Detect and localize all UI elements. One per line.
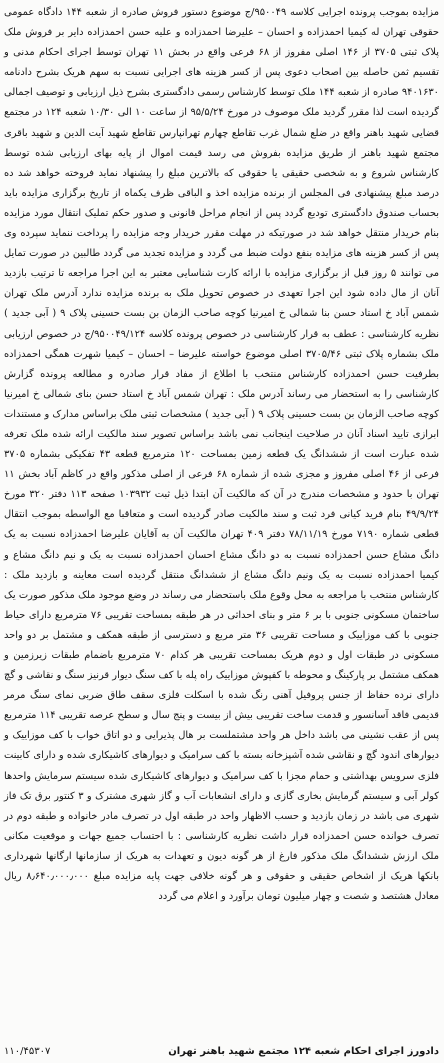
notice-code: ۱۱۰/۴۵۳۰۷ <box>4 1045 51 1057</box>
notice-body-paragraph: مزایده بموجب پرونده اجرایی کلاسه ۹۵۰۰۴۹/ج موضوع دستور فروش صادره از شعبه ۱۴۴ دادگاه عمومی حقوقی تهران له کیمیا احمدزاده و احسان – علیرضا احمدزاده و علیه حسن احمدزاده دایر بر فروش ملک پلاک ثبتی ۳۷۰۵ از ۱۴۶ اصلی مفروز از ۶۸ فرعی واقع در بخش ۱۱ تهران توسط اجرای احکام مدنی و تقسیم ثمن حاصله بین اصحاب دعوی پس از کسر هزینه های اجرایی نسبت به سهم هریک بشرح دادنامه ۹۴۰۱۶۳۰ صادره از شعبه ۱۴۴ ملک توسط کارشناس رسمی دادگستری بشرح ذیل ارزیابی و توصیف اجمالی گردیده است لذا مقرر گردید ملک موصوف در مورخ ۹۵/۵/۲۴ از ساعت ۱۰ الی ۱۰/۳۰ شعبه ۱۲۴ در مجتمع قضایی شهید باهنر واقع در ضلع شمال غرب تقاطع چهارم تهرانپارس تقاطع شهید آیت الدین و شهید باقری مجتمع شهید باهنر از طریق مزایده بفروش می رسد قیمت اموال از پایه بهای ارزیابی شده توسط کارشناس شروع و به شخصی حقیقی یا حقوقی که بالاترین مبلغ را پیشنهاد نماید فروخته خواهد شد ده درصد مبلغ پیشنهادی فی المجلس از برنده مزایده اخذ و الباقی ظرف یکماه از تاریخ برگزاری مزایده باید بحساب صندوق دادگستری تودیع گردد پس از انجام مراحل قانونی و صدور حکم تملیک انتقال مورد مزایده بنام خریدار منتقل خواهد شد در صورتیکه در مهلت مقرر خریدار وجه مزایده را پرداخت ننماید سپرده وی پس از کسر هزینه های مزایده بنفع دولت ضبط می گردد و مزایده تجدید می گردد طالبین در صورت تمایل می توانند ۵ روز قبل از برگزاری مزایده با ارائه کارت شناسایی معتبر به این اجرا مراجعه تا ترتیب بازدید آنان از مال داده شود این اجرا تعهدی در خصوص تحویل ملک به برنده مزایده ندارد آدرس ملک تهران شمس آباد خ استاد حسن بنا شمالی خ امیرنیا کوچه صاحب الزمان بن بست حسینی پلاک ۹ ( آبی جدید ) نظریه کارشناسی : عطف به قرار کارشناسی در خصوص پرونده کلاسه ۹۵۰۰۴۹/۱۲۴/ج در خصوص ارزیابی ملک بشماره پلاک ثبتی ۳۷۰۵/۴۶ اصلی موضوع خواسته علیرضا – احسان – کیمیا شهرت همگی احمدزاده بطرفیت حسن احمدزاده کارشناس منتخب با اطلاع از مفاد قرار صادره و مطالعه پرونده گزارش کارشناسی را به استحضار می رساند آدرس ملک : تهران شمس آباد خ استاد حسن بنای شمالی خ امیرنیا کوچه صاحب الزمان بن بست حسینی پلاک ۹ ( آبی جدید ) مشخصات ثبتی ملک براساس مدارک و مستندات ابرازی تایید اسناد آنان در صلاحیت اینجانب نمی باشد براساس تصویر سند مالکیت ارائه شده ملک تعرفه شده عبارت است از ششدانگ یک قطعه زمین بمساحت ۱۲۰ مترمربع قطعه ۴۳ تفکیکی بشماره ۳۷۰۵ فرعی از ۴۶ اصلی مفروز و مجزی شده از شماره ۶۸ فرعی از اصلی مذکور واقع در کاظم آباد بخش ۱۱ تهران با حدود و مشخصات مندرج در آن که مالکیت آن ابتدا ذیل ثبت ۱۰۳۹۳۲ صفحه ۱۱۳ دفتر ۳۲۰ مورخ ۴۹/۹/۲۴ بنام فرید کیانی فرد ثبت و سند مالکیت صادر گردیده است و متعاقبا مع الواسطه بموجب انتقال قطعی شماره ۷۱۹۰ مورخ ۷۸/۱۱/۱۹ دفتر ۴۰۹ تهران مالکیت آن به آقایان علیرضا احمدزاده نسبت به یک دانگ مشاع حسن احمدزاده نسبت به دو دانگ مشاع احسان احمدزاده نسبت به یک و نیم دانگ مشاع و کیمیا احمدزاده نسبت به یک ونیم دانگ مشاع از ششدانگ منتقل گردیده است معاینه و بازدید ملک : کارشناس منتخب با مراجعه به محل وقوع ملک باستحضار می رساند در وضع موجود ملک مذکور صورت یک ساختمان مسکونی جنوبی با بر ۶ متر و بنای احداثی در هر طبقه بمساحت تقریبی ۷۶ مترمربع دارای حیاط جنوبی با کف موزاییک و مساحت تقریبی ۳۶ متر مربع و دسترسی از طبقه همکف و مشتمل بر دو واحد مسکونی در طبقات اول و دوم هریک بمساحت تقریبی هر کدام ۷۰ مترمربع باضمام طبقات زیرزمین و همکف مشتمل بر پارکینگ و محوطه با کفپوش موزاییک راه پله با کف سنگ دیوار قرنیز سنگ و نقاشی و گچ دارای نرده حفاظ از جنس پروفیل آهنی رنگ شده با اسکلت فلزی سقف طاق ضربی نمای سنگ مرمر قدیمی فاقد آسانسور و قدمت ساخت تقریبی بیش از بیست و پنج سال و سطح عرصه تقریبی ۱۱۴ مترمربع پس از عقب نشینی می باشد داخل هر واحد مشتملست بر هال پذیرایی و دو اتاق خواب با کف موزاییک و دیوارهای اندود گچ و نقاشی شده آشپزخانه بسته با کف سرامیک و دیوارهای کاشیکاری شده و دارای کابینت فلزی سرویس بهداشتی و حمام مجزا با کف سرامیک و دیوارهای کاشیکاری شده سیستم سرمایش واحدها کولر آبی و سیستم گرمایش بخاری گازی و دارای انشعابات آب و گاز شهری مشترک و ۳ کنتور برق تک فاز شهری می باشد در زمان بازدید و حسب الاظهار واحد در طبقه اول در تصرف مادر خانواده و طبقه دوم در تصرف خوانده حسن احمدزاده قرار داشت نظریه کارشناسی : با احتساب جمیع جهات و موقعیت مکانی ملک ارزش ششدانگ ملک مذکور فارغ از هر گونه دیون و تعهدات به هریک از سازمانها ارگانها شهرداری بانکها هریک از اشخاص حقیقی و حقوقی و هر گونه خلافی جهت پایه مزایده مبلغ ۸٫۶۴۰٫۰۰۰٫۰۰۰ ریال معادل هشتصد و شصت و چهار میلیون تومان برآورد و اعلام می گردد <box>4 7 440 903</box>
notice-footer <box>4 1041 439 1061</box>
notice-signer: دادورز اجرای احکام شعبه ۱۲۴ مجتمع شهید باهنر تهران <box>168 1045 439 1057</box>
